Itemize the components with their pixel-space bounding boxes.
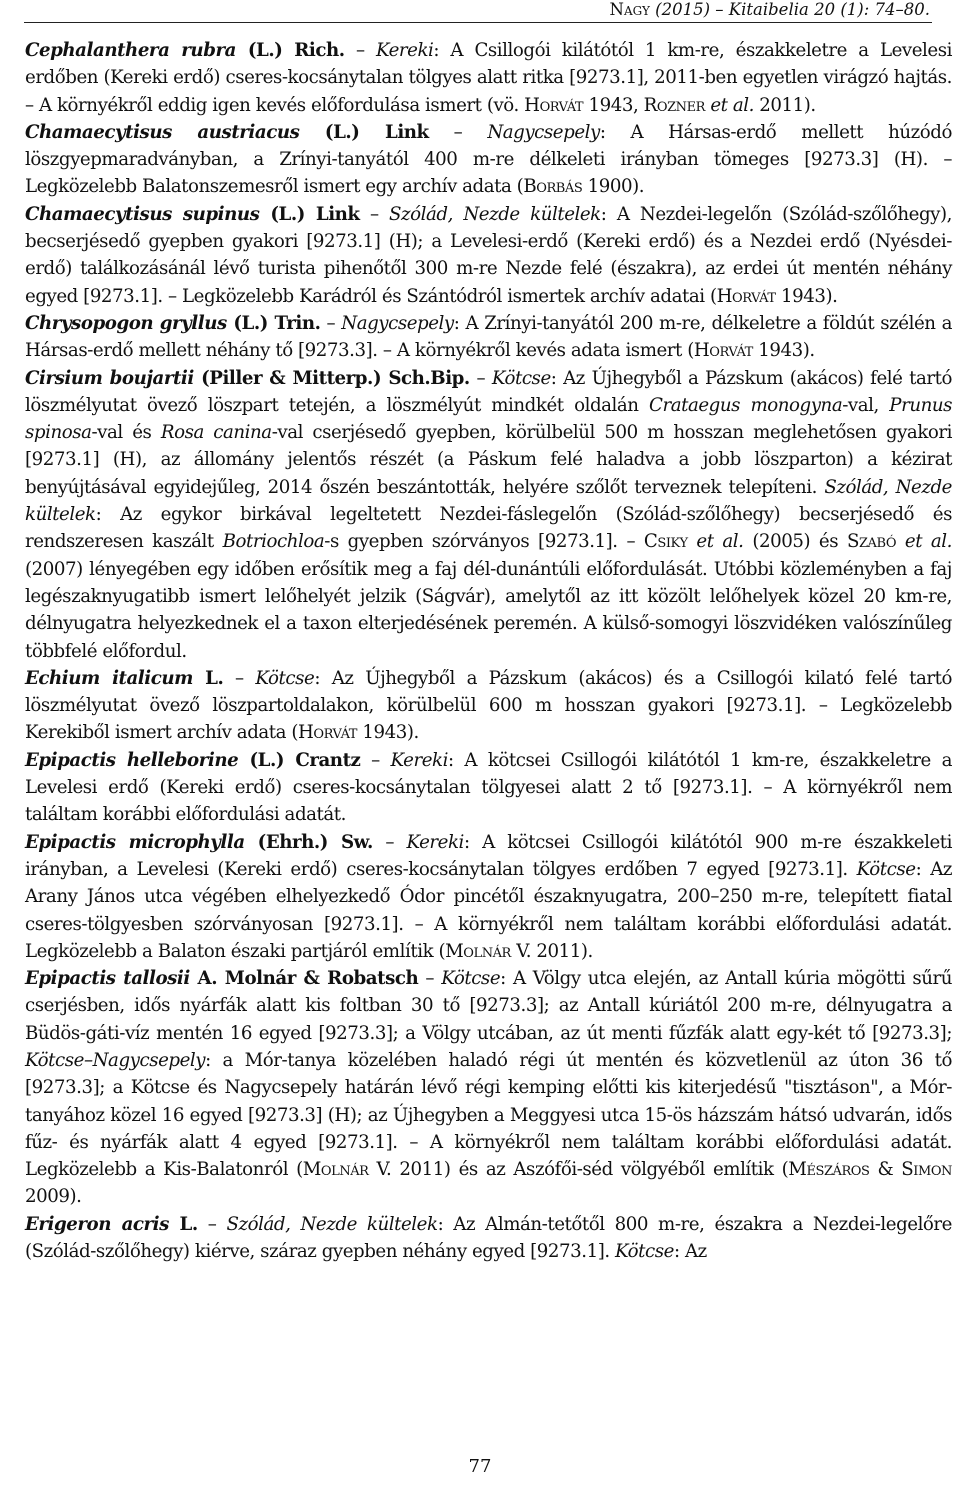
entry-text: -val cserjésedő gyepben, körülbelül 500 m hosszan meglehetősen gyakori [9273.1] (H), az állomány jelentős részét (a Páskum felé haladva a jobb löszparton) a kézirat benyújtásával egyidejűleg, 2014 őszén beszántották, helyére szőlőt terveznek telepíteni.	[25, 422, 952, 498]
entry-text: : Az Újhegyből a Pázskum (akácos) és a Csillogói kilató felé tartó löszmélyutat övező löszpartoldalakon, körülbelül 600 m hosszan gyakori [9273.1]. – Legközelebb Kerekiből ismert archív adata (	[25, 667, 952, 744]
locality-name: Kötcse	[441, 968, 501, 990]
cited-author: Horvát	[716, 285, 776, 307]
locality-name: Crataegus monogyna	[649, 394, 843, 416]
locality-name: Kereki	[390, 749, 448, 771]
entry-text: –	[428, 121, 488, 143]
cited-author: Mészáros	[788, 1159, 870, 1181]
locality-name: Kereki	[406, 831, 464, 853]
cited-author: Simon	[901, 1159, 952, 1181]
entry-text: (2005) és	[743, 531, 847, 553]
entry-text: V. 2011) és az Aszófői-séd völgyéből említik (	[368, 1159, 789, 1181]
cited-author: Horvát	[298, 722, 358, 744]
entry-text: : A Csillogói kilátótól 1 km-re, északkeletre a Levelesi erdőben (Kereki erdő) cseres-kocsánytalan tölgyes alatt ritka [9273.1], 2011-ben egyetlen virágzó hajtás. – A környékről eddig igen kevés előfordulása ismert (vö.	[25, 40, 952, 116]
entry-text: -val és	[91, 422, 161, 444]
cited-author: Borbás	[523, 176, 583, 198]
entry-text: : Az Almán-tetőtől 800 m-re, északra a Nezdei-legelőre (Szólád-szőlőhegy) kiérve, száraz gyepben néhány egyed [9273.1].	[25, 1213, 952, 1263]
locality-name: Szólád, Nezde kültelek	[389, 203, 601, 225]
species-entry	[25, 965, 952, 1211]
entry-text: : A kötcsei Csillogói kilátótól 1 km-re, északkeletre a Levelesi erdő (Kereki erdő) cseres-kocsánytalan tölgyesei alatt 2 tő [9273.1]. – A környékről nem találtam korábbi előfordulási adatát.	[25, 749, 952, 826]
species-name: Cephalanthera rubra	[25, 40, 236, 61]
entry-text: : Az Arany János utca végében elhelyezkedő Ódor pincétől északnyugatra, 200–250 m-re, telepített fiatal cseres-tölgyesben szórványosan [9273.1]. – A környékről nem találtam korábbi előfordulási adatát. Legközelebb a Balaton északi partjáról említik (	[25, 858, 953, 962]
entry-text: -s gyepben szórványos [9273.1]. –	[324, 531, 644, 553]
locality-name: Szólád, Nezde kültelek	[226, 1213, 438, 1235]
entry-text: : Az Újhegyből a Pázskum (akácos) felé tartó löszmélyutat övező löszpart tetején, a löszmélyút mindkét oldalán	[25, 367, 952, 416]
entry-text: -val,	[842, 394, 890, 416]
species-author: (L.) Link	[299, 121, 429, 143]
cited-author: Molnár	[302, 1159, 369, 1181]
locality-name: Kötcse	[491, 367, 551, 389]
entry-text: –	[320, 312, 342, 334]
entry-text: : A Zrínyi-tanyától 200 m-re, délkeletre a földút szélén a Hársas-erdő mellett néhány tő [9273.3]. – A környékről kevés adata ismert (	[25, 312, 952, 362]
species-name: Epipactis microphylla	[25, 831, 245, 853]
entry-text: : A kötcsei Csillogói kilátótól 900 m-re északkeleti irányban, a Levelesi (Kereki erdő) cseres-kocsánytalan tölgyes erdőben 7 egyed [9273.1].	[25, 831, 952, 880]
entry-text: : Az egykor birkával legeltetett Nezdei-fáslegelőn (Szólád-szőlőhegy) becserjésedő és rendszeresen kaszált	[25, 504, 952, 553]
species-name: Chamaecytisus supinus	[25, 203, 260, 225]
entry-text: : A Nezdei-legelőn (Szólád-szőlőhegy), becserjésedő gyepben gyakori [9273.1] (H); a Levelesi-erdő (Kereki erdő) és a Nezdei erdő (Nyésdei-erdő) találkozásánál lévő turista pihenőtől 300 m-re Nezde felé (északra), az erdei út mentén néhány egyed [9273.1]. – Legközelebb Karádról és Szántódról ismertek archív adatai (	[25, 203, 952, 307]
entry-text: –	[418, 968, 442, 990]
species-entry	[25, 747, 952, 829]
species-entry	[25, 1211, 952, 1266]
locality-name: Kötcse	[255, 667, 315, 689]
entry-text: –	[372, 831, 407, 853]
entry-text: (2007) lényegében egy időben erősítik meg a faj dél-dunántúli előfordulását. Utóbbi közleményben a faj legészaknyugatibb ismert lelőhelyét jelzik (Ságvár), amelytől az itt közölt lelőhelyek közel 20 km-re, délnyugatra helyezkednek el a taxon elterjedésének peremén. A külső-somogyi löszvidéken valószínűleg többfelé előfordul.	[25, 558, 952, 662]
species-name: Epipactis tallosii	[25, 968, 190, 990]
species-entry	[25, 119, 952, 201]
species-entry	[25, 201, 952, 310]
species-name: Chamaecytisus austriacus	[25, 121, 300, 143]
entry-text: –	[469, 367, 492, 389]
header-rule	[24, 22, 932, 23]
species-entry	[25, 365, 952, 665]
entry-text: –	[360, 749, 391, 771]
entry-text: 1943).	[775, 285, 838, 307]
entry-text: : a Mór-tanya közelében haladó régi út mentén és közvetlenül az úton 36 tő [9273.3]; a Kötcse és Nagycsepely határán lévő régi kemping előtti kis kiterjedésű "tisztáson", a Mór-tanyához közel 16 egyed [9273.3] (H); az Újhegyben a Meggyesi utca 15-ös házszám hátsó udvarán, idős fűz- és nyárfák alatt 4 egyed [9273.1]. – A környékről nem találtam korábbi előfordulási adatát. Legközelebb a Kis-Balatonról (	[25, 1049, 952, 1181]
species-author: (L.) Crantz	[238, 749, 361, 771]
entry-text: 1943,	[583, 94, 644, 116]
locality-name: Botriochloa	[222, 531, 325, 553]
cited-author: Horvát	[693, 340, 753, 362]
entry-text: –	[344, 40, 376, 61]
species-author: (L.) Link	[259, 203, 360, 225]
locality-name: Nagycsepely	[341, 312, 454, 334]
cited-author: Csiky	[643, 531, 688, 553]
header-author: Nagy	[609, 0, 650, 19]
entry-text	[896, 531, 905, 552]
locality-name: Nagycsepely	[487, 121, 600, 143]
species-entry	[25, 829, 952, 965]
species-name: Epipactis helleborine	[25, 749, 239, 771]
cited-author: Rozner	[643, 94, 705, 116]
cited-author: Szabó	[846, 531, 897, 553]
entry-text: –	[359, 203, 390, 225]
species-entry	[25, 665, 952, 747]
locality-name: Szólád, Nezde kültelek	[25, 476, 952, 526]
entry-text: &	[869, 1159, 902, 1181]
species-list	[25, 37, 952, 1265]
locality-name: Rosa canina	[160, 422, 272, 444]
entry-text: 1900).	[582, 176, 645, 198]
species-name: Chrysopogon gryllus	[25, 312, 227, 334]
locality-name: et al.	[696, 531, 744, 553]
cited-author: Molnár	[445, 940, 511, 962]
species-name: Cirsium boujartii	[25, 367, 194, 389]
locality-name: Prunus spinosa	[25, 394, 953, 444]
entry-text: : A Hársas-erdő mellett húzódó löszgyepmaradványban, a Zrínyi-tanyától 400 m-re délkeleti irányban tömeges [9273.3] (H). – Legközelebb Balatonszemesről ismert egy archív adata (	[25, 121, 952, 198]
entry-text: 2011).	[753, 94, 816, 116]
locality-name: Kötcse–Nagycsepely	[25, 1049, 206, 1071]
species-author: L.	[168, 1213, 198, 1235]
locality-name: Kötcse	[615, 1241, 674, 1263]
species-author: L.	[192, 667, 224, 689]
page-number: 77	[468, 1456, 492, 1477]
running-header	[610, 0, 930, 19]
entry-text: V. 2011).	[510, 940, 593, 962]
entry-text: : A Völgy utca elején, az Antall kúria mögötti sűrű cserjésben, idős nyárfák alatt kis foltban 30 tő [9273.3]; az Antall kúriától 200 m-re, délnyugatra a Büdös-gáti-víz mentén 16 egyed [9273.3]; a Völgy utcában, az út menti fűzfák alatt egy-két tő [9273.3];	[25, 968, 952, 1044]
header-citation: (2015) – Kitaibelia 20 (1): 74–80.	[649, 0, 930, 19]
locality-name: et al.	[904, 531, 952, 553]
species-author: (L.) Rich.	[235, 40, 345, 61]
locality-name: Kereki	[375, 40, 434, 61]
entry-text: –	[197, 1213, 227, 1235]
species-name: Echium italicum	[25, 667, 193, 689]
species-entry	[25, 37, 952, 119]
species-name: Erigeron acris	[25, 1213, 169, 1235]
species-author: A. Molnár & Robatsch	[189, 968, 419, 990]
entry-text: : Az	[673, 1241, 707, 1263]
species-entry	[25, 310, 952, 365]
entry-text: –	[223, 667, 256, 689]
locality-name: et al.	[710, 94, 754, 116]
entry-text: 1943).	[752, 340, 815, 362]
species-author: (L.) Trin.	[226, 312, 321, 334]
cited-author: Horvát	[524, 94, 584, 116]
entry-text: 2009).	[25, 1186, 82, 1208]
entry-text: 1943).	[357, 722, 419, 744]
species-author: (Piller & Mitterp.) Sch.Bip.	[193, 367, 470, 389]
species-author: (Ehrh.) Sw.	[244, 831, 373, 853]
locality-name: Kötcse	[856, 858, 916, 880]
